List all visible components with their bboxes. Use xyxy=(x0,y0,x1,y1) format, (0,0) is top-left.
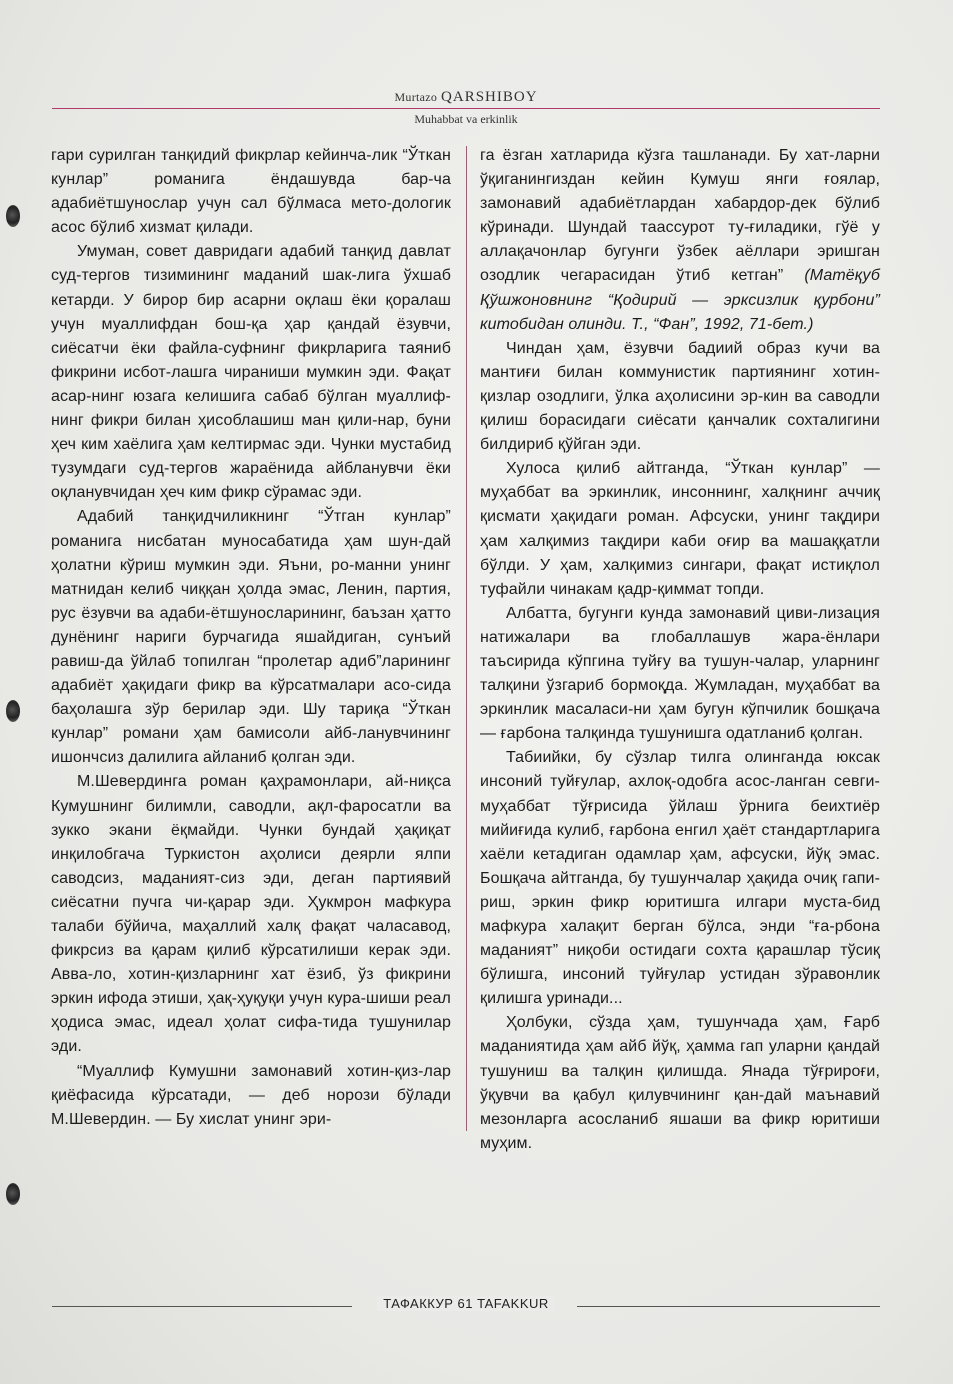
column-divider xyxy=(466,146,467,1131)
paragraph-with-citation xyxy=(480,144,880,337)
left-column xyxy=(51,144,451,1132)
citation: (Матёқуб Қўшжоновнинг “Қодирий — эрксизлик қурбони” китобидан олинди. Т., “Фан”, 1992, 71-бет.) xyxy=(480,267,880,333)
author-last-name: QARSHIBOY xyxy=(441,89,538,105)
paragraph: Ҳолбуки, сўзда ҳам, тушунчада ҳам, Ғарб маданиятида ҳам айб йўқ, ҳамма гап уларни қандай тушуниш ва талқин қилишда. Янада тўғрироғи, ўқувчи ва қабул қилувчининг қан-дай маънавий мезонларга асосланиб яшаши ва фикр юритиши муҳим. xyxy=(480,1014,880,1152)
quote-text: га ёзган хатларида кўзга ташланади. Бу хат-ларни ўқиганингиздан кейин Кумуш янги ғоялар, замонавий адабиётлардан хабардор-дек бўлиб кўринади. Шундай таассурот ту-ғиладики, гўё у аллақачонлар бугунги ўзбек аёллари эришган озодлик чегарасидан ўтиб кетган” xyxy=(480,147,880,285)
paragraph: М.Шевердинга роман қаҳрамонлари, ай-ниқса Кумушнинг билимли, саводли, ақл-фаросатли ва зукко экани ёқмайди. Чунки бундай ҳақиқат инқилобгача Туркистон аҳолиси деярли ялпи саводсиз, маданият-сиз эди, деган партиявий сиёсатни пучга чи-қарар эди. Ҳукмрон мафкура талаби бўйича, маҳаллий халқ фақат чаласавод, фикрсиз ва қарам қилиб кўрсатилиши керак эди. Авва-ло, хотин-қизларнинг хат ёзиб, ўз фикрини эркин ифода этиши, ҳақ-ҳуқуқи учун кура-шиши реал ҳодиса эмас, идеал ҳолат сифа-тида тушунилар эди. xyxy=(51,773,451,1056)
paragraph: Хулоса қилиб айтганда, “Ўткан кунлар” — муҳаббат ва эркинлик, инсоннинг, халқнинг аччиқ қисмати ҳақидаги роман. Афсуски, унинг тақдири ҳам халқимиз тақдири каби оғир ва машаққатли бўлди. У ҳам, халқимиз сингари, фақат истиқлол туфайли чинакам қадр-қиммат топди. xyxy=(480,460,880,598)
author-first-name: Murtazo xyxy=(394,90,438,104)
paragraph: гари сурилган танқидий фикрлар кейинча-лик “Ўткан кунлар” романига ёндашувда бар-ча адабиётшунослар учун сал бўлмаса мето-дологик асос бўлиб хизмат қилади. xyxy=(51,147,451,237)
footer-page-label: ТАФАККУР 61 TAFAKKUR xyxy=(377,1296,555,1311)
binder-hole xyxy=(6,700,20,722)
header-rule xyxy=(52,108,880,109)
page-footer xyxy=(52,1296,880,1316)
paragraph: Умуман, совет давридаги адабий танқид давлат суд-тергов тизимининг маданий шак-лига ўхшаб кетарди. У бирор бир асарни оқлаш ёки қоралаш учун муаллифдан бош-қа ҳар қандай ёзувчи, сиёсатчи ёки файла-суфнинг фикрларига таяниб фикрини исбот-лашга чираниши мумкин эди. Фақат асар-нинг юзага келишига сабаб бўлган муаллиф-нинг фикри билан ҳисоблашиш ман қили-нар, буни ҳеч ким хаёлига ҳам келтирмас эди. Чунки мустабид тузумдаги суд-тергов жараёнида айбланувчи ёки оқланувчидан ҳеч ким фикр сўрамас эди. xyxy=(51,243,451,502)
right-column xyxy=(480,144,880,1156)
author-name xyxy=(52,88,880,107)
paragraph: Чиндан ҳам, ёзувчи бадиий образ кучи ва мантиғи билан коммунистик партиянинг хотин-қизлар озодлиги, ўлка аҳолисини эр-кин ва саводли қилиш борасидаги сиёсати қанчалик сохталигини билдириб қўйган эди. xyxy=(480,339,880,454)
paragraph: Албатта, бугунги кунда замонавий циви-лизация натижалари ва глобаллашув жара-ёнлари таъсирида кўпгина туйғу ва тушун-чалар, уларнинг талқини ўзгариб бормоқда. Жумладан, муҳаббат ва эркинлик масаласи-ни ҳам бугун кўпчилик бошқача — ғарбона талқинда тушунишга одатланиб қолган. xyxy=(480,604,880,743)
paragraph: Табиийки, бу сўзлар тилга олинганда юксак инсоний туйғулар, ахлоқ-одобга асос-ланган севги-муҳаббат тўғрисида ўйлаш ўрнига беихтиёр мийиғида кулиб, ғарбона енгил ҳаёт стандартларига хаёли кетадиган одамлар ҳам, афсуски, йўқ эмас. Бошқача айтганда, бу тушунчалар ҳақида очиқ гапи-риш, эркин фикр юритишга илгари муста-бид мафкура халақит берган бўлса, энди “ға-рбона маданият” ниқоби остидаги сохта қарашлар тўсиқ бўлишга, инсоний туйғулар устидан зўравонлик қилишга уринади... xyxy=(480,749,880,1008)
binder-hole xyxy=(6,205,20,227)
paragraph: Адабий танқидчиликнинг “Ўтган кунлар” романига нисбатан муносабатида ҳам шун-дай ҳолатни кўриш мумкин эди. Яъни, ро-манни унинг матнидан келиб чиққан ҳолда эмас, Ленин, партия, рус ёзувчи ва адаби-ётшуносларининг, баъзан ҳатто дунёнинг нариги бурчагида яшайдиган, сунъий равиш-да ўйлаб топилган “пролетар адиб”ларининг адабиёт ҳақидаги фикр ва кўрсатмалари асо-сида баҳолашга зўр берилар эди. Шу тариқа “Ўткан кунлар” романи ҳам бамисоли айб-ланувчининг ишончсиз далилига айланиб қолган эди. xyxy=(51,508,451,767)
running-header xyxy=(52,88,880,107)
article-title: Muhabbat va erkinlik xyxy=(414,112,518,126)
paragraph: “Муаллиф Кумушни замонавий хотин-қиз-лар қиёфасида кўрсатади, — деб норози бўлади М.Шевердин. — Бу хислат унинг эри- xyxy=(51,1062,451,1128)
binder-hole xyxy=(6,1183,20,1205)
